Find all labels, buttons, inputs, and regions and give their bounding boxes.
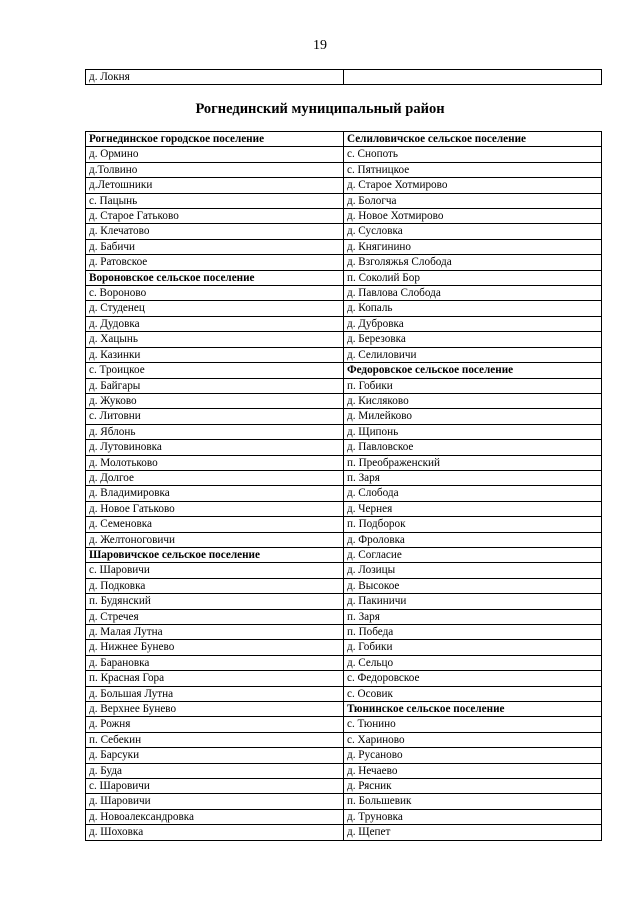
table-row [86,270,602,285]
locality-cell: д. Согласие [344,547,602,562]
locality-cell: д. Лозицы [344,563,602,578]
locality-cell: п. Будянский [86,594,344,609]
table-cell [344,70,602,85]
locality-cell: д. Верхнее Бунево [86,702,344,717]
table-row [86,162,602,177]
locality-cell: д. Шаровичи [86,794,344,809]
settlement-heading-cell: Селиловичское сельское поселение [344,132,602,147]
table-row [86,748,602,763]
locality-cell: д. Труновка [344,809,602,824]
locality-cell: с. Снопоть [344,147,602,162]
table-row [86,393,602,408]
locality-cell: д. Жуково [86,393,344,408]
locality-cell: д. Пакиничи [344,594,602,609]
locality-cell: д. Новое Хотмирово [344,209,602,224]
locality-cell: д. Большая Лутна [86,686,344,701]
locality-cell: д. Русаново [344,748,602,763]
locality-cell: п. Себекин [86,732,344,747]
locality-cell: с. Троицкое [86,363,344,378]
locality-cell: д. Милейково [344,409,602,424]
locality-cell: д. Яблонь [86,424,344,439]
locality-cell: д. Бологча [344,193,602,208]
continuation-table [85,69,602,85]
locality-cell: с. Тюнино [344,717,602,732]
locality-cell: д. Стречея [86,609,344,624]
table-row [86,547,602,562]
locality-cell: д. Дубровка [344,316,602,331]
table-row [86,501,602,516]
locality-cell: д.Толвино [86,162,344,177]
locality-cell: д. Нижнее Бунево [86,640,344,655]
table-row [86,563,602,578]
table-row [86,239,602,254]
locality-cell: д. Копаль [344,301,602,316]
locality-cell: д. Ратовское [86,255,344,270]
locality-cell: д. Фроловка [344,532,602,547]
locality-cell: д. Березовка [344,332,602,347]
table-row [86,424,602,439]
locality-cell: д. Лутовиновка [86,440,344,455]
table-row [86,224,602,239]
locality-cell: д. Барсуки [86,748,344,763]
table-row [86,578,602,593]
locality-cell: д. Шоховка [86,825,344,840]
locality-cell: д. Кисляково [344,393,602,408]
locality-cell: п. Заря [344,470,602,485]
locality-cell: д. Гобики [344,640,602,655]
locality-cell: с. Шаровичи [86,563,344,578]
table-row [86,594,602,609]
table-row [86,686,602,701]
table-row [86,717,602,732]
table-row [86,193,602,208]
locality-cell: с. Пятницкое [344,162,602,177]
locality-cell: д. Малая Лутна [86,625,344,640]
locality-cell: п. Соколий Бор [344,270,602,285]
locality-cell: п. Большевик [344,794,602,809]
table-row [86,486,602,501]
section-title: Рогнединский муниципальный район [195,101,445,117]
table-row [86,316,602,331]
settlement-heading-cell: Вороновское сельское поселение [86,270,344,285]
table-row [86,655,602,670]
table-row [86,147,602,162]
locality-cell: д. Рясник [344,779,602,794]
locality-cell: д. Байгары [86,378,344,393]
locality-cell: д. Взголяжья Слобода [344,255,602,270]
table-row [86,132,602,147]
locality-cell: д. Новоалександровка [86,809,344,824]
locality-cell: д. Павловское [344,440,602,455]
locality-cell: д. Высокое [344,578,602,593]
settlements-table [85,131,602,841]
locality-cell: д. Новое Гатьково [86,501,344,516]
locality-cell: с. Федоровское [344,671,602,686]
locality-cell: д. Владимировка [86,486,344,501]
table-row [86,702,602,717]
locality-cell: п. Заря [344,609,602,624]
locality-cell: с. Вороново [86,286,344,301]
locality-cell: д.Летошники [86,178,344,193]
table-row [86,671,602,686]
locality-cell: д. Ормино [86,147,344,162]
locality-cell: д. Семеновка [86,517,344,532]
table-row [86,763,602,778]
locality-cell: с. Литовни [86,409,344,424]
page-number: 19 [313,38,327,53]
table-row [86,378,602,393]
locality-cell: д. Барановка [86,655,344,670]
table-row [86,470,602,485]
table-row [86,347,602,362]
table-row [86,732,602,747]
locality-cell: д. Старое Хотмирово [344,178,602,193]
locality-cell: д. Щипонь [344,424,602,439]
locality-cell: д. Княгинино [344,239,602,254]
table-row [86,286,602,301]
locality-cell: д. Подковка [86,578,344,593]
locality-cell: д. Сусловка [344,224,602,239]
locality-cell: д. Клечатово [86,224,344,239]
locality-cell: с. Пацынь [86,193,344,208]
locality-cell: д. Нечаево [344,763,602,778]
table-row [86,779,602,794]
locality-cell: д. Долгое [86,470,344,485]
locality-cell: д. Старое Гатьково [86,209,344,224]
table-row [86,70,602,85]
locality-cell: д. Буда [86,763,344,778]
locality-cell: с. Шаровичи [86,779,344,794]
table-row [86,209,602,224]
table-row [86,301,602,316]
locality-cell: д. Слобода [344,486,602,501]
settlement-heading-cell: Тюнинское сельское поселение [344,702,602,717]
locality-cell: п. Победа [344,625,602,640]
table-row [86,178,602,193]
table-row [86,609,602,624]
table-cell: д. Локня [86,70,344,85]
locality-cell: д. Казинки [86,347,344,362]
locality-cell: п. Красная Гора [86,671,344,686]
locality-cell: п. Преображенский [344,455,602,470]
locality-cell: с. Хариново [344,732,602,747]
table-row [86,640,602,655]
settlement-heading-cell: Шаровичское сельское поселение [86,547,344,562]
table-row [86,332,602,347]
locality-cell: д. Желтоноговичи [86,532,344,547]
table-row [86,625,602,640]
locality-cell: д. Павлова Слобода [344,286,602,301]
table-row [86,440,602,455]
table-row [86,255,602,270]
table-row [86,532,602,547]
locality-cell: п. Гобики [344,378,602,393]
table-row [86,825,602,840]
locality-cell: д. Селиловичи [344,347,602,362]
locality-cell: п. Подборок [344,517,602,532]
locality-cell: д. Рожня [86,717,344,732]
locality-cell: д. Молотьково [86,455,344,470]
table-row [86,409,602,424]
locality-cell: д. Чернея [344,501,602,516]
locality-cell: д. Дудовка [86,316,344,331]
table-row [86,809,602,824]
table-row [86,794,602,809]
table-row [86,455,602,470]
locality-cell: с. Осовик [344,686,602,701]
table-row [86,517,602,532]
table-row [86,363,602,378]
locality-cell: д. Хацынь [86,332,344,347]
settlement-heading-cell: Рогнединское городское поселение [86,132,344,147]
locality-cell: д. Студенец [86,301,344,316]
locality-cell: д. Щепет [344,825,602,840]
locality-cell: д. Сельцо [344,655,602,670]
settlement-heading-cell: Федоровское сельское поселение [344,363,602,378]
locality-cell: д. Бабичи [86,239,344,254]
settlements-table-body [86,132,602,841]
